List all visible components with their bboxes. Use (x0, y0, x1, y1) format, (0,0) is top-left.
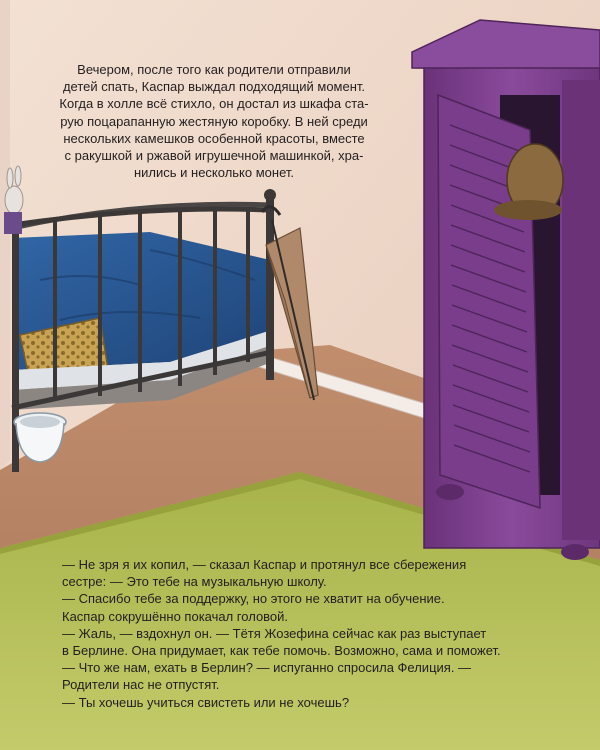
top-line-5: нескольких камешков особенной красоты, вместе (63, 130, 365, 146)
top-line-1: Вечером, после того как родители отправили (77, 62, 351, 77)
bottom-line-7: — Что же нам, ехать в Берлин? — испуганно спросила Фелиция. — (62, 660, 472, 676)
top-line-6: с ракушкой и ржавой игрушечной машинкой, хра- (64, 148, 364, 164)
top-paragraph (44, 61, 384, 181)
top-line-7: нились и несколько монет. (133, 165, 295, 181)
bottom-line-3: — Спасибо тебе за поддержку, но этого не хватит на обучение. (62, 591, 445, 607)
bottom-line-9: — Ты хочешь учиться свистеть или не хочешь? (62, 694, 350, 710)
top-line-2: детей спать, Каспар выждал подходящий момент. (62, 79, 366, 95)
bottom-line-8: Родители нас не отпустят. (62, 677, 220, 693)
bottom-line-1: — Не зря я их копил, — сказал Каспар и протянул все сбережения (62, 557, 467, 572)
top-line-3: Когда в холле всё стихло, он достал из шкафа ста- (59, 96, 369, 112)
bottom-line-6: в Берлине. Она придумает, как тебе помочь. Возможно, сама и поможет. (62, 643, 501, 659)
wardrobe (412, 20, 600, 560)
bottom-line-2: сестре: — Это тебе на музыкальную школу. (62, 574, 327, 590)
bottom-line-5: — Жаль, — вздохнул он. — Тётя Жозефина сейчас как раз выступает (62, 625, 487, 641)
bottom-paragraph (62, 556, 522, 711)
left-wall (0, 0, 10, 470)
bottom-line-4: Каспар сокрушённо покачал головой. (62, 608, 289, 624)
top-line-4: рую поцарапанную жестяную коробку. В ней среди (60, 113, 368, 129)
